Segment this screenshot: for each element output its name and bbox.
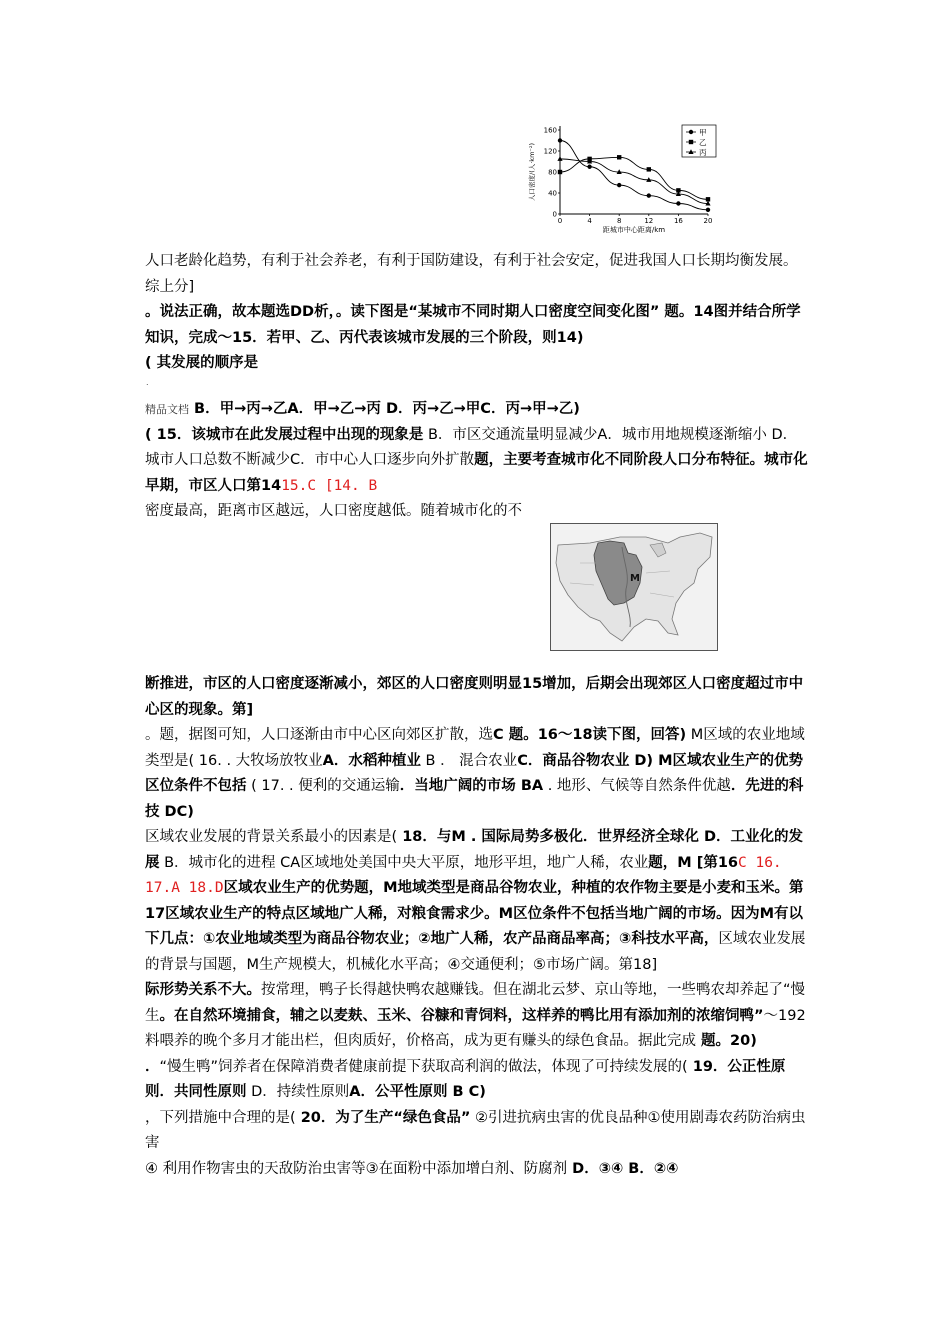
answer-key: C 16. 17.A 18.D: [145, 854, 782, 896]
x-tick-label: 8: [616, 217, 622, 225]
text-line: 际形势关系不大。: [145, 982, 261, 998]
text-line: A．公平性原则 B C): [349, 1084, 486, 1100]
dot-mark: .: [146, 378, 149, 387]
text-line: ( 15．该城市在此发展过程中出现的现象是: [145, 426, 424, 443]
text-line: 按常理，鸭子长得越快鸭农越赚钱。但在湖北云梦、京山等地，一些鸭农却养起了“慢生: [145, 982, 806, 1024]
text-line: 人口老龄化趋势，有利于社会养老，有利于国防建设，有利于社会安定，促进我国人口长期均衡发展。综上分]: [145, 253, 798, 295]
text-line: M区域的农业地域类型是(: [145, 727, 805, 769]
text-line: D．③④ B．②④: [567, 1160, 679, 1177]
text-line: ②引进抗病虫害的优良品种①使用剧毒农药防治病虫害: [145, 1109, 806, 1151]
x-tick-label: 20: [703, 217, 713, 225]
para-questions-16-20: [145, 672, 810, 1182]
text-line: D．持续性原则: [246, 1084, 350, 1100]
text-line: 。在自然环境捕食，辅之以麦麸、玉米、谷糠和青饲料，这样养的鸭比用有添加剂的浓缩饲鸭”: [159, 1007, 764, 1024]
x-tick-label: 4: [587, 217, 592, 225]
region-m-label: M: [630, 573, 640, 584]
text-line: 区域农业生产的优势题，M地域类型是商品谷物农业，种植的农作物主要是小麦和玉米。第17区域农业生产的特点区域地广人稀，对粮食需求少。M区位条件不包括当地广阔的市场。因为M有以下几点：①农业地域类型为商品谷物农业；②地广人稀，农产品商品率高；③科技水平高，: [145, 880, 804, 947]
data-point: [617, 183, 621, 187]
x-axis-label: 距城市中心距离/km: [602, 226, 666, 234]
text-line: ，下列措施中合理的是(: [145, 1109, 296, 1126]
text-line: 题，主要考查城市化不同阶段人口分布特征。城市化早期，市区人口第14: [145, 452, 808, 494]
text-line: 16. . 大牧场放牧业: [194, 752, 323, 769]
para-aging: [145, 249, 810, 300]
text-line: 19．公正性原则．共同性原则: [145, 1058, 786, 1100]
para-question-14: [145, 300, 810, 377]
y-tick-label: 80: [548, 168, 557, 177]
y-tick-label: 40: [548, 189, 557, 198]
watermark-text: 精品文档: [145, 403, 189, 416]
text-line: B．市区交通流量明显减少A．城市用地规模逐渐缩小 D．城市人口总数不断减少C．市中心人口逐步向外扩散: [145, 426, 798, 468]
y-tick-label: 0: [552, 210, 557, 219]
text-line: B．城市化的进程 CA: [159, 854, 301, 871]
data-point: [617, 155, 621, 159]
text-line: ．世界经济全球化 D．工业化的发展: [145, 829, 804, 871]
y-tick-label: 160: [543, 126, 557, 135]
text-line: ( 其发展的顺序是: [145, 355, 259, 371]
text-line: 题，M [第16: [648, 854, 739, 871]
data-point: [689, 140, 693, 144]
data-point: [676, 201, 680, 205]
text-line: 区域农业发展的背景关系最小的因素是(: [145, 829, 398, 845]
y-tick-label: 120: [543, 147, 557, 156]
usa-map: [550, 523, 718, 651]
text-line: ．当地广阔的市场 BA: [399, 778, 544, 794]
data-point: [558, 170, 562, 174]
y-axis-label: 人口密度/(人·km⁻²): [528, 143, 536, 201]
series-line-1: [560, 141, 708, 210]
text-line: A．水稻种植业: [322, 752, 421, 769]
x-tick-label: 0: [557, 217, 563, 225]
data-point: [587, 165, 591, 169]
text-line: C 题。16～18读下图，回答): [493, 727, 687, 743]
data-point: [647, 193, 651, 197]
data-point: [558, 138, 562, 142]
text-line: 区域地处美国中央大平原，地形平坦，地广人稀，农业: [300, 854, 649, 871]
data-point: [689, 130, 693, 134]
text-line: 题。20): [696, 1033, 757, 1049]
text-line: C．商品谷物农业 D) M区域农业生产的优势区位条件不包括: [145, 752, 804, 794]
series-line-3: [560, 159, 708, 204]
text-line: 。说法正确，故本题选: [145, 304, 290, 320]
map-canvas: [550, 523, 718, 651]
data-point: [706, 208, 710, 212]
data-point: [647, 167, 651, 171]
legend-label: 甲: [699, 128, 707, 137]
text-line: 20．为了生产“绿色食品”: [295, 1109, 471, 1126]
text-line: B．甲→丙→乙A．甲→乙→丙 D．丙→乙→甲C．丙→甲→乙): [189, 401, 580, 417]
text-line: B ． 混合农业: [420, 752, 518, 769]
population-density-chart: [520, 118, 730, 236]
text-line: ( 17. . 便利的交通运输: [246, 778, 400, 794]
text-line: ④ 利用作物害虫的天敌防治虫害等③在面粉中添加增白剂、防腐剂: [145, 1160, 568, 1177]
text-line: 18．与M . 国际局势多极化: [397, 829, 583, 845]
text-line: ～192料喂养的晚个多月才能出栏，但肉质好，价格高，成为更有赚头的绿色食品。据此完成: [145, 1007, 806, 1049]
text-line: “慢生鸭”饲养者在保障消费者健康前提下获取高利润的做法，体现了可持续发展的(: [159, 1058, 688, 1075]
text-line: ．先进的科技 DC): [145, 778, 804, 820]
chart-canvas: [520, 118, 730, 236]
text-line: . 地形、气候等自然条件优越: [543, 778, 731, 794]
text-line: 断推进，市区的人口密度逐渐减小，郊区的人口密度则明显15增加，后期会出现郊区人口密度超过市中心区的现象。第]: [145, 676, 804, 718]
para-question-15: [145, 397, 810, 525]
text-line: 密度最高，距离市区越远，人口密度越低。随着城市化的不: [145, 503, 522, 519]
legend-label: 乙: [699, 138, 707, 147]
x-tick-label: 16: [673, 217, 683, 225]
x-tick-label: 12: [644, 217, 654, 225]
text-line: 。题，据图可知，人口逐渐由市中心区向郊区扩散，选: [145, 727, 493, 743]
text-line: DD析，。读下图是“某城市不同时期人口密度空间变化图” 题。14图并结合所学知识，完成～15．若甲、乙、丙代表该城市发展的三个阶段，则14): [145, 304, 801, 346]
legend-label: 丙: [699, 148, 707, 157]
text-line: ．: [145, 1058, 160, 1075]
answer-key: 15.C [14. B: [281, 477, 378, 494]
text-line: 区域农业发展的背景与国题，M生产规模大，机械化水平高；④交通便利；⑤市场广阔。第18]: [145, 931, 806, 973]
